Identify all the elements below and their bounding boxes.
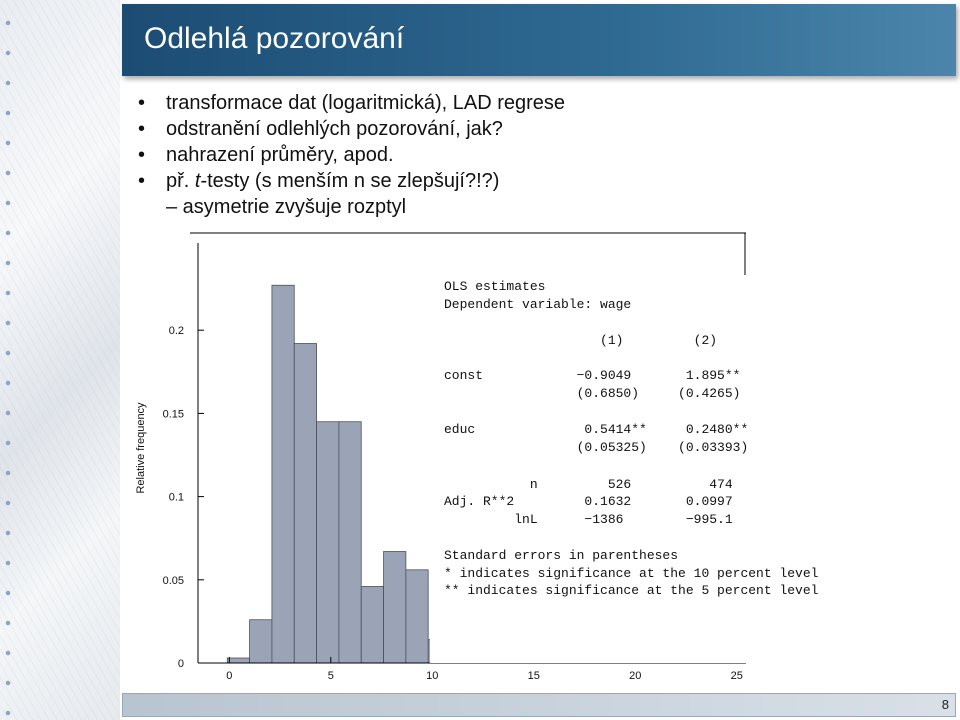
bullet-list	[138, 90, 898, 220]
histogram-bar	[317, 422, 339, 663]
x-tick-label: 15	[527, 670, 540, 682]
y-tick-label: 0.1	[168, 491, 184, 504]
ols-line: (1) (2)	[444, 333, 718, 348]
footer-bar	[122, 693, 956, 717]
sub-bullet-item: – asymetrie zvyšuje rozptyl	[166, 196, 407, 218]
y-tick-label: 0.05	[162, 574, 184, 587]
x-tick-label: 0	[226, 670, 233, 682]
ols-line: OLS estimates	[444, 279, 546, 294]
x-tick-label: 10	[426, 670, 439, 682]
x-tick-label: 5	[327, 670, 334, 682]
left-decoration	[0, 0, 120, 720]
histogram-bar	[384, 552, 406, 663]
ols-line: (0.6850) (0.4265)	[444, 386, 741, 401]
bullet-marker: •	[138, 170, 146, 192]
bullet-marker: •	[138, 118, 146, 140]
slide-title: Odlehlá pozorování	[144, 22, 405, 55]
y-tick-label: 0	[177, 658, 184, 670]
ols-line: n 526 474	[444, 477, 733, 492]
dotted-border	[4, 0, 12, 720]
bullet-item: • př. t-testy (s menším n se zlepšují?!?)	[138, 170, 500, 192]
bullet-item: • nahrazení průměry, apod.	[138, 144, 394, 166]
ols-line: (0.05325) (0.03393)	[444, 440, 749, 455]
ols-line: Dependent variable: wage	[444, 297, 632, 312]
page-number: 8	[941, 697, 949, 712]
ols-line: lnL −1386 −995.1	[444, 512, 733, 527]
histogram-bar	[250, 620, 272, 663]
ols-line: Standard errors in parentheses	[444, 548, 679, 563]
histogram-bar	[272, 285, 294, 663]
y-tick-label: 0.15	[162, 408, 184, 421]
bullet-marker: •	[138, 92, 146, 114]
bullet-item: • odstranění odlehlých pozorování, jak?	[138, 118, 503, 140]
x-tick-label: 20	[629, 670, 642, 682]
ols-line: const −0.9049 1.895**	[444, 368, 741, 383]
ols-line: educ 0.5414** 0.2480**	[444, 422, 749, 437]
bullet-item: • transformace dat (logaritmická), LAD regrese	[138, 92, 566, 114]
histogram-bar	[361, 586, 383, 663]
ols-line: * indicates significance at the 10 percent level	[444, 566, 819, 581]
bullet-marker: •	[138, 144, 146, 166]
ols-line: Adj. R**2 0.1632 0.0997	[444, 494, 733, 509]
histogram-bar	[227, 658, 249, 663]
x-tick-label: 25	[730, 670, 743, 682]
histogram-bar	[339, 422, 361, 663]
histogram-bar	[406, 570, 428, 663]
histogram-figure	[135, 233, 819, 693]
y-axis-label: Relative frequency	[135, 402, 147, 494]
histogram-chart	[135, 233, 819, 693]
y-tick-label: 0.2	[168, 325, 184, 338]
ols-line: ** indicates significance at the 5 percent level	[444, 583, 819, 598]
histogram-bar	[294, 344, 316, 663]
